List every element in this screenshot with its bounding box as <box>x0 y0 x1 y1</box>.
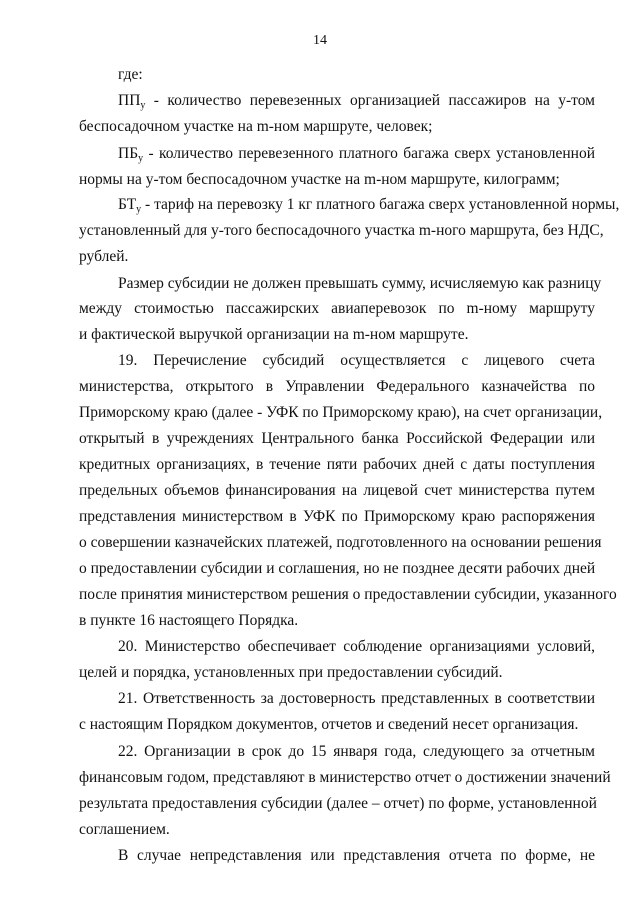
text-line: после принятия министерством решения о предоставлении субсидии, указанного <box>79 586 617 603</box>
text-line <box>118 145 595 163</box>
text-line: рублей. <box>79 248 129 265</box>
text-line: в пункте 16 настоящего Порядка. <box>79 612 299 629</box>
text-line <box>118 92 595 110</box>
variable-subscript: у <box>140 100 146 111</box>
text-line: Размер субсидии не должен превышать сумму, исчисляемую как разницу <box>118 275 602 292</box>
text-line: министерства, открытого в Управлении Федерального казначейства по <box>79 378 595 395</box>
text-line: открытый в учреждениях Центрального банка Российской Федерации или <box>79 430 595 447</box>
page-number: 14 <box>313 33 327 48</box>
text-line <box>118 196 620 215</box>
text-line: представления министерством в УФК по Приморскому краю распоряжения <box>79 508 595 525</box>
text-line: 22. Организации в срок до 15 января года, следующего за отчетным <box>118 743 595 760</box>
text-line: и фактической выручкой организации на m-ном маршруте. <box>79 326 469 343</box>
text-line: целей и порядка, установленных при предоставлении субсидий. <box>79 664 503 681</box>
variable-name: ПБ <box>118 145 139 162</box>
variable-definition: - количество перевезенного платного багажа сверх установленной <box>143 145 595 162</box>
text-line: о предоставлении субсидии и соглашения, но не позднее десяти рабочих дней <box>79 560 596 577</box>
text-line: с настоящим Порядком документов, отчетов и сведений несет организация. <box>79 716 579 733</box>
text-line: нормы на у-том беспосадочном участке на m-ном маршруте, килограмм; <box>79 171 560 188</box>
text-line: установленный для у-того беспосадочного участка m-ного маршрута, без НДС, <box>79 222 604 239</box>
text-line: 21. Ответственность за достоверность представленных в соответствии <box>118 690 595 707</box>
variable-definition: - количество перевезенных организацией пассажиров на у-том <box>145 92 595 109</box>
variable-subscript: у <box>138 153 144 164</box>
text-line: Приморскому краю (далее - УФК по Приморскому краю), на счет организации, <box>79 404 603 421</box>
text-line: предельных объемов финансирования на лицевой счет министерства путем <box>79 482 595 499</box>
text-line: 20. Министерство обеспечивает соблюдение организациями условий, <box>118 638 595 655</box>
text-line: кредитных организациях, в течение пяти рабочих дней с даты поступления <box>79 456 595 473</box>
text-line: финансовым годом, представляют в министерство отчет о достижении значений <box>79 769 611 786</box>
text-line: где: <box>118 66 143 83</box>
variable-definition: - тариф на перевозку 1 кг платного багажа сверх установленной нормы, <box>141 196 620 213</box>
text-line: беспосадочном участке на m-ном маршруте, человек; <box>79 118 433 135</box>
variable-name: БТ <box>118 196 137 213</box>
variable-name: ПП <box>118 92 141 109</box>
text-line: В случае непредставления или представления отчета по форме, не <box>118 847 595 864</box>
text-line: результата предоставления субсидии (далее – отчет) по форме, установленной <box>79 795 597 812</box>
text-line: 19. Перечисление субсидий осуществляется с лицевого счета <box>118 352 595 369</box>
text-line: соглашением. <box>79 821 170 838</box>
text-line: о совершении казначейских платежей, подготовленного на основании решения <box>79 534 602 551</box>
text-line: между стоимостью пассажирских авиаперевозок по m-ному маршруту <box>79 300 595 317</box>
variable-subscript: у <box>136 204 142 215</box>
